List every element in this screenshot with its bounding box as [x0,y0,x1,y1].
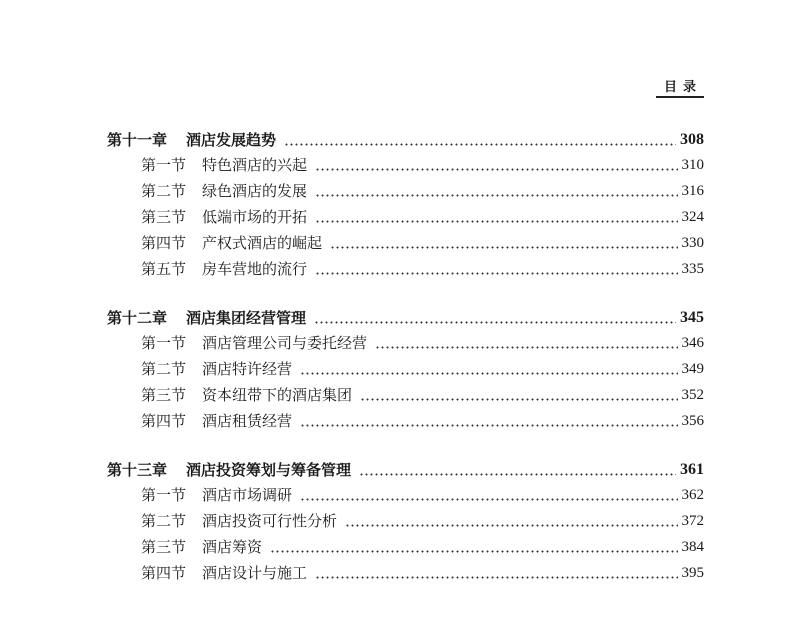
dot-leader [360,398,677,401]
section-page-number: 324 [681,209,704,225]
chapter-number: 第十三章 [107,461,168,479]
dot-leader [300,498,677,501]
section-page-number: 356 [681,413,704,429]
section-page-number: 310 [681,157,704,173]
section-title: 房车营地的流行 [202,260,308,278]
running-head: 目录 [663,80,702,95]
section-page-number: 349 [681,361,704,377]
section-entry[interactable] [0,383,800,407]
section-title: 酒店管理公司与委托经营 [202,334,368,352]
dot-leader [315,168,677,171]
section-page-number: 372 [681,513,704,529]
section-number: 第三节 [141,208,187,226]
section-page-number: 330 [681,235,704,251]
chapter-page-number: 308 [680,131,704,148]
chapter-number: 第十一章 [107,131,168,149]
dot-leader [284,143,676,146]
section-title: 特色酒店的兴起 [202,156,308,174]
section-number: 第二节 [141,182,187,200]
section-title: 产权式酒店的崛起 [202,234,323,252]
dot-leader [270,550,677,553]
section-title: 酒店特许经营 [202,360,293,378]
chapter-title: 酒店投资筹划与筹备管理 [186,461,352,479]
section-number: 第四节 [141,234,187,252]
section-entry[interactable] [0,535,800,559]
dot-leader [300,372,677,375]
section-number: 第一节 [141,334,187,352]
section-page-number: 384 [681,539,704,555]
dot-leader [330,246,677,249]
header-rule [656,96,704,98]
dot-leader [315,576,677,579]
section-entry[interactable] [0,409,800,433]
section-page-number: 335 [681,261,704,277]
dot-leader [314,321,676,324]
dot-leader [300,424,677,427]
section-entry[interactable] [0,205,800,229]
chapter-page-number: 361 [680,461,704,478]
dot-leader [345,524,677,527]
chapter-entry[interactable] [0,306,800,330]
section-title: 资本纽带下的酒店集团 [202,386,353,404]
section-title: 酒店设计与施工 [202,564,308,582]
section-entry[interactable] [0,357,800,381]
section-title: 酒店租赁经营 [202,412,293,430]
section-page-number: 346 [681,335,704,351]
section-entry[interactable] [0,483,800,507]
section-number: 第三节 [141,386,187,404]
section-number: 第二节 [141,360,187,378]
dot-leader [375,346,677,349]
section-page-number: 316 [681,183,704,199]
section-title: 酒店投资可行性分析 [202,512,338,530]
section-title: 绿色酒店的发展 [202,182,308,200]
chapter-title: 酒店发展趋势 [186,131,277,149]
section-number: 第五节 [141,260,187,278]
section-entry[interactable] [0,231,800,255]
section-page-number: 352 [681,387,704,403]
section-page-number: 395 [681,565,704,581]
section-number: 第三节 [141,538,187,556]
section-entry[interactable] [0,257,800,281]
dot-leader [315,272,677,275]
chapter-title: 酒店集团经营管理 [186,309,307,327]
chapter-entry[interactable] [0,458,800,482]
section-title: 酒店筹资 [202,538,263,556]
section-number: 第一节 [141,486,187,504]
section-number: 第四节 [141,564,187,582]
section-page-number: 362 [681,487,704,503]
section-entry[interactable] [0,331,800,355]
section-entry[interactable] [0,509,800,533]
section-entry[interactable] [0,561,800,585]
section-entry[interactable] [0,179,800,203]
chapter-entry[interactable] [0,128,800,152]
dot-leader [359,473,676,476]
section-number: 第二节 [141,512,187,530]
section-number: 第一节 [141,156,187,174]
dot-leader [315,220,677,223]
chapter-page-number: 345 [680,309,704,326]
section-entry[interactable] [0,153,800,177]
chapter-number: 第十二章 [107,309,168,327]
section-number: 第四节 [141,412,187,430]
section-title: 酒店市场调研 [202,486,293,504]
dot-leader [315,194,677,197]
section-title: 低端市场的开拓 [202,208,308,226]
